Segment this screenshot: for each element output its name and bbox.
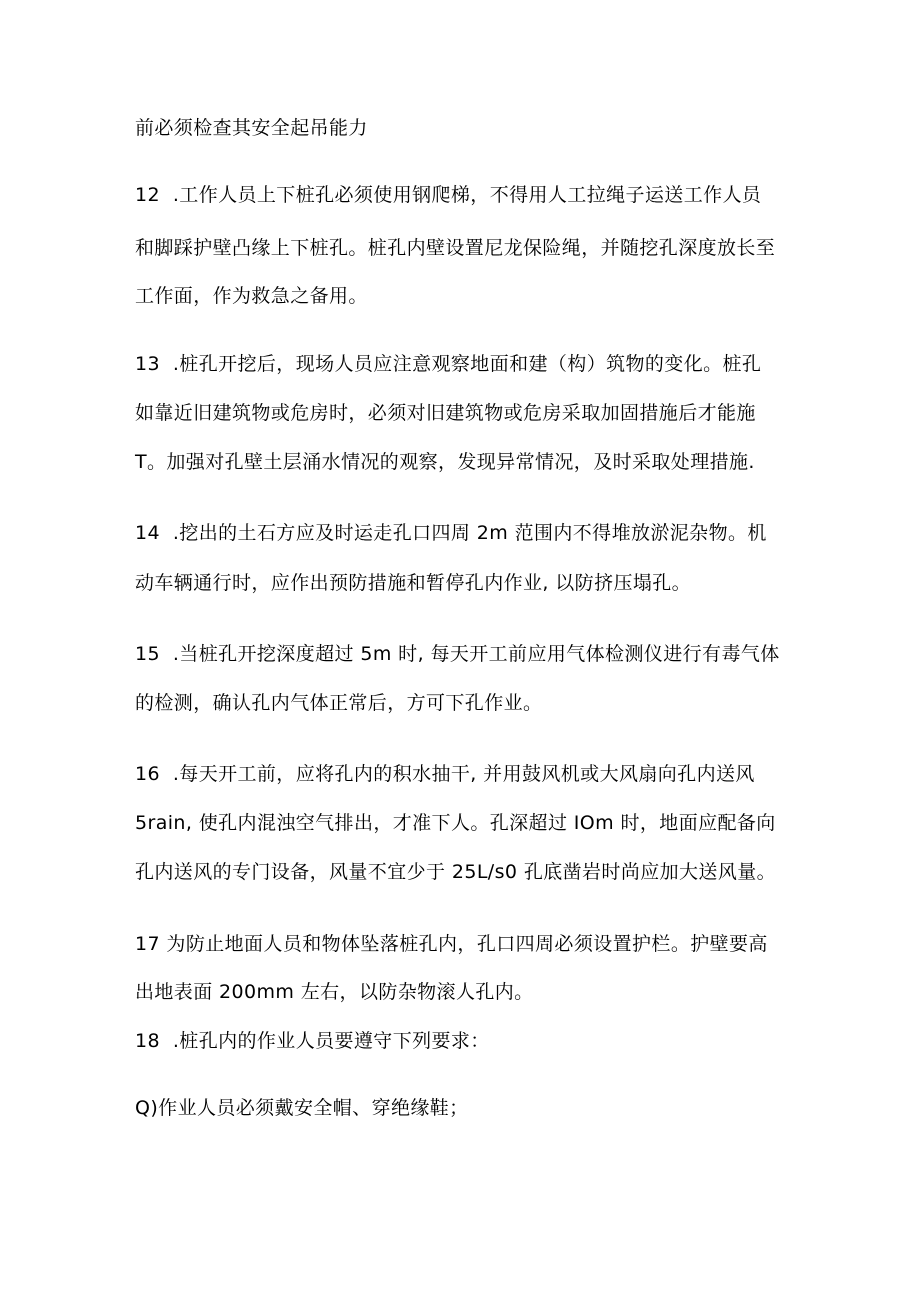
text-line-8: 14 .挖出的土石方应及时运走孔口四周 2m 范围内不得堆放淤泥杂物。机 <box>135 522 767 544</box>
text-line-10: 15 .当桩孔开挖深度超过 5m 时, 每天开工前应用气体检测仪进行有毒气体 <box>135 643 780 665</box>
text-line-15: 17 为防止地面人员和物体坠落桩孔内，孔口四周必须设置护栏。护壁要高 <box>135 933 768 955</box>
text-line-14: 孔内送风的专门设备，风量不宜少于 25L∕s0 孔底凿岩时尚应加大送风量。 <box>135 861 777 883</box>
text-line-1: 前必须检查其安全起吊能力 <box>135 117 368 139</box>
text-line-16: 出地表面 200mm 左右，以防杂物滚人孔内。 <box>135 981 534 1003</box>
text-line-7: T。加强对孔壁土层涌水情况的观察，发现异常情况，及时采取处理措施. <box>135 451 755 473</box>
text-line-12: 16 .每天开工前，应将孔内的积水抽干, 并用鼓风机或大风扇向孔内送风 <box>135 763 755 785</box>
text-line-6: 如靠近旧建筑物或危房时，必须对旧建筑物或危房采取加固措施后才能施 <box>135 402 756 424</box>
text-line-2: 12 .工作人员上下桩孔必须使用钢爬梯，不得用人工拉绳子运送工作人员 <box>135 184 762 206</box>
text-line-17: 18 .桩孔内的作业人员要遵守下列要求： <box>135 1030 490 1052</box>
text-line-13: 5rain, 使孔内混浊空气排出，才准下人。孔深超过 IOm 时，地面应配备向 <box>135 812 776 834</box>
text-line-3: 和脚踩护壁凸缘上下桩孔。桩孔内壁设置尼龙保险绳，并随挖孔深度放长至 <box>135 237 776 259</box>
text-line-18: Q)作业人员必须戴安全帽、穿绝缘鞋； <box>135 1097 469 1119</box>
text-line-5: 13 .桩孔开挖后，现场人员应注意观察地面和建（构）筑物的变化。桩孔 <box>135 353 762 375</box>
text-line-4: 工作面，作为救急之备用。 <box>135 285 368 307</box>
text-line-9: 动车辆通行时，应作出预防措施和暂停孔内作业, 以防挤压塌孔。 <box>135 572 692 594</box>
text-line-11: 的检测，确认孔内气体正常后，方可下孔作业。 <box>135 692 543 714</box>
